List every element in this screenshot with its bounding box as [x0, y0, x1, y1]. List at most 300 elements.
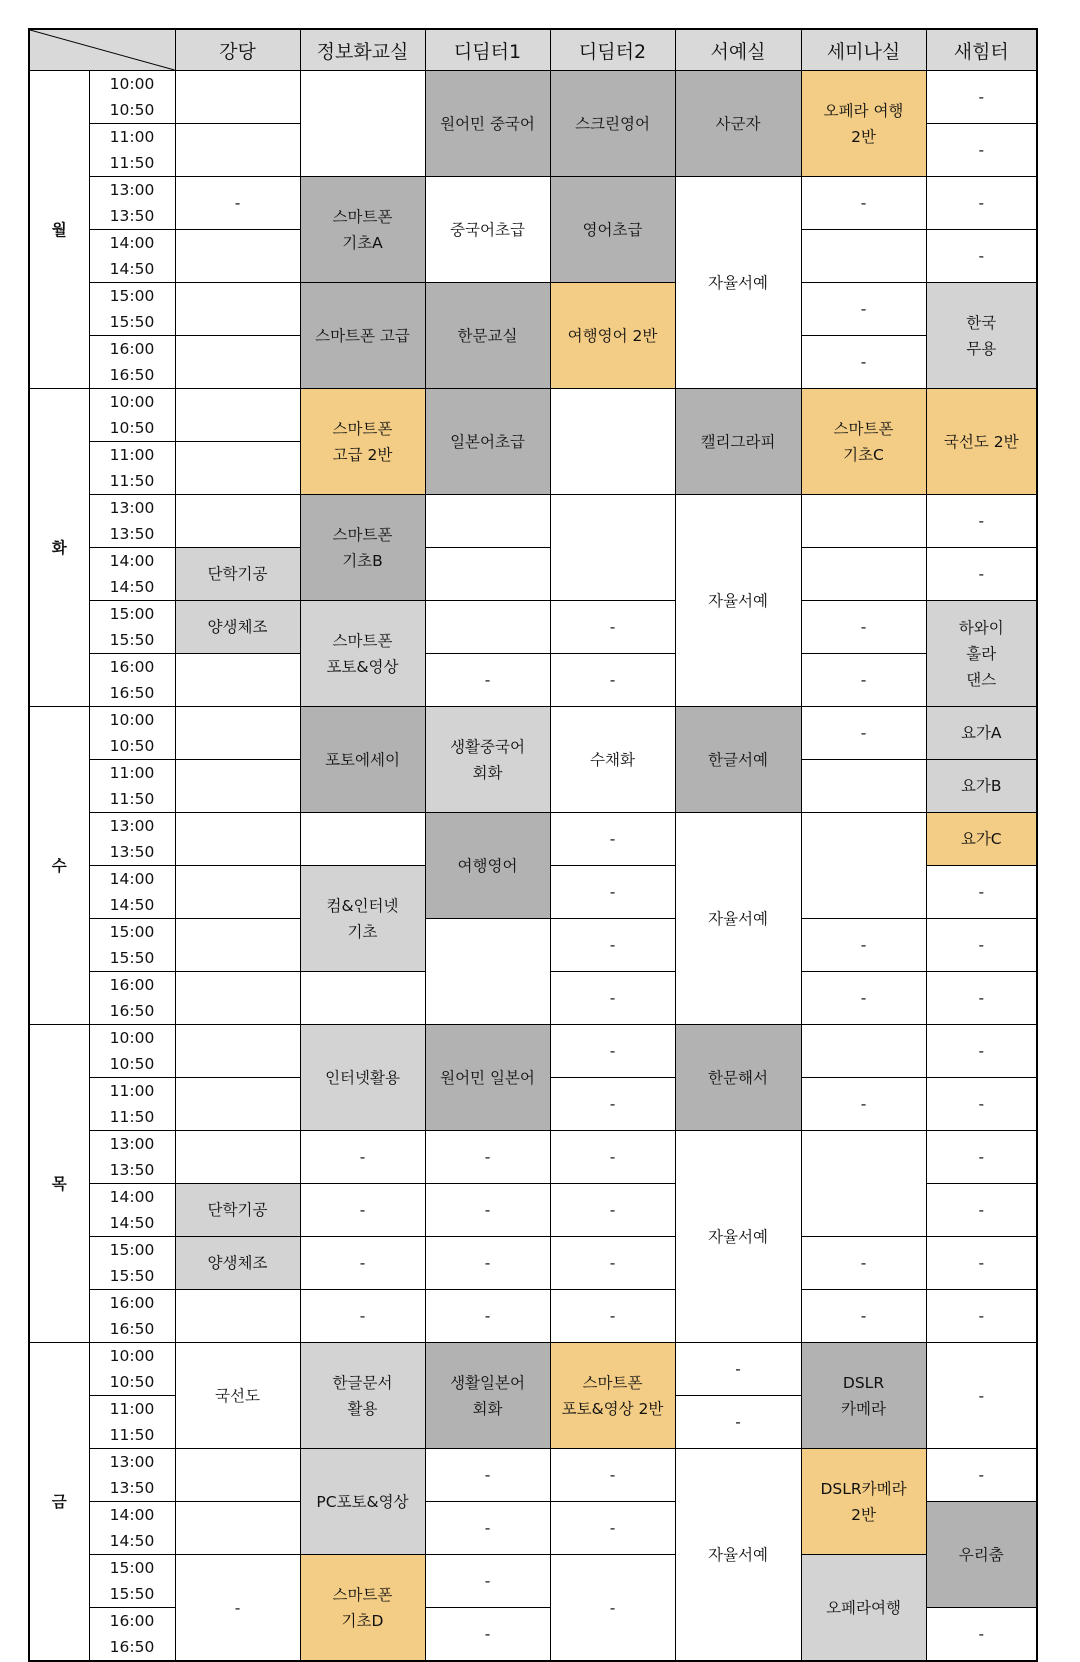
- class-cell: [300, 1290, 425, 1343]
- time-slot-row: [29, 1237, 1037, 1290]
- class-name: -: [484, 1148, 491, 1166]
- class-cell: [300, 283, 425, 389]
- empty-cell: [175, 230, 300, 283]
- time-end: 16:50: [109, 1320, 155, 1338]
- class-name: -: [609, 1466, 616, 1484]
- class-cell: [926, 1078, 1037, 1131]
- time-start: 14:00: [109, 870, 155, 888]
- time-start: 11:00: [109, 128, 155, 146]
- class-cell: [550, 601, 675, 654]
- class-cell: [926, 548, 1037, 601]
- class-name: -: [978, 1625, 985, 1643]
- class-cell: [550, 1025, 675, 1078]
- class-name: 하와이 훌라 댄스: [958, 618, 1004, 689]
- class-cell: [675, 1131, 801, 1343]
- empty-cell: [801, 495, 926, 548]
- class-cell: [926, 1025, 1037, 1078]
- empty-cell: [175, 813, 300, 866]
- time-start: 13:00: [109, 181, 155, 199]
- time-end: 11:50: [109, 1426, 155, 1444]
- class-cell: [175, 1184, 300, 1237]
- class-name: 요가B: [960, 777, 1002, 795]
- class-cell: [926, 813, 1037, 866]
- class-cell: [801, 1449, 926, 1555]
- time-slot-row: [29, 177, 1037, 230]
- time-cell: [89, 1184, 175, 1237]
- class-name: 자율서예: [708, 1227, 768, 1246]
- class-name: -: [234, 194, 241, 212]
- class-cell: [926, 919, 1037, 972]
- class-cell: [175, 548, 300, 601]
- class-cell: [801, 389, 926, 495]
- class-cell: [175, 177, 300, 230]
- class-name: -: [860, 353, 867, 371]
- class-name: -: [234, 1598, 241, 1617]
- class-name: 한문해서: [708, 1068, 768, 1087]
- class-cell: [675, 707, 801, 813]
- empty-cell: [175, 1025, 300, 1078]
- time-start: 14:00: [109, 234, 155, 252]
- class-name: 스마트폰 기초D: [332, 1585, 393, 1630]
- class-name: 오페라 여행 2반: [823, 101, 904, 146]
- class-cell: [425, 1608, 550, 1662]
- time-slot-row: [29, 71, 1037, 124]
- class-name: 단학기공: [207, 565, 268, 583]
- empty-cell: [175, 1449, 300, 1502]
- class-cell: [300, 1449, 425, 1555]
- time-end: 11:50: [109, 790, 155, 808]
- class-cell: [675, 813, 801, 1025]
- class-name: 여행영어 2반: [567, 326, 658, 345]
- time-cell: [89, 1131, 175, 1184]
- class-cell: [175, 1343, 300, 1449]
- time-start: 15:00: [109, 1241, 155, 1259]
- time-start: 11:00: [109, 764, 155, 782]
- class-name: 원어민 일본어: [440, 1068, 535, 1087]
- time-cell: [89, 813, 175, 866]
- class-cell: [175, 1237, 300, 1290]
- class-name: -: [609, 671, 616, 689]
- class-name: 우리춤: [958, 1545, 1004, 1564]
- class-name: 영어초급: [582, 220, 643, 239]
- time-end: 15:50: [109, 631, 155, 649]
- time-slot-row: [29, 283, 1037, 336]
- time-cell: [89, 1396, 175, 1449]
- class-name: 스마트폰 기초B: [332, 525, 393, 570]
- class-cell: [926, 1449, 1037, 1502]
- class-name: -: [860, 1095, 867, 1113]
- schedule-body: [29, 71, 1037, 1662]
- class-name: -: [978, 88, 985, 106]
- class-cell: [926, 760, 1037, 813]
- empty-cell: [175, 707, 300, 760]
- class-name: -: [609, 1042, 616, 1060]
- empty-cell: [175, 495, 300, 548]
- class-cell: [425, 1237, 550, 1290]
- class-name: PC포토&영상: [316, 1492, 409, 1511]
- empty-cell: [175, 71, 300, 124]
- time-start: 16:00: [109, 976, 155, 994]
- class-cell: [675, 1449, 801, 1662]
- class-name: -: [978, 565, 985, 583]
- room-header: 세미나실: [801, 29, 926, 71]
- time-cell: [89, 972, 175, 1025]
- class-name: 자율서예: [708, 591, 768, 610]
- class-name: -: [860, 989, 867, 1007]
- class-cell: [801, 601, 926, 654]
- class-cell: [926, 707, 1037, 760]
- class-cell: [550, 1184, 675, 1237]
- class-name: -: [609, 1201, 616, 1219]
- time-end: 10:50: [109, 101, 155, 119]
- time-start: 13:00: [109, 1135, 155, 1153]
- time-slot-row: [29, 1131, 1037, 1184]
- time-end: 14:50: [109, 1214, 155, 1232]
- class-cell: [550, 1078, 675, 1131]
- class-cell: [550, 1237, 675, 1290]
- time-slot-row: [29, 1555, 1037, 1608]
- empty-cell: [300, 71, 425, 177]
- empty-cell: [175, 389, 300, 442]
- class-name: -: [484, 1625, 491, 1643]
- class-name: -: [860, 194, 867, 212]
- class-name: -: [978, 1148, 985, 1166]
- class-name: -: [860, 300, 867, 318]
- class-name: -: [860, 724, 867, 742]
- class-cell: [425, 283, 550, 389]
- class-cell: [300, 1131, 425, 1184]
- empty-cell: [550, 389, 675, 495]
- time-start: 16:00: [109, 1294, 155, 1312]
- class-cell: [175, 601, 300, 654]
- class-cell: [300, 389, 425, 495]
- time-start: 10:00: [109, 1347, 155, 1365]
- class-name: -: [978, 141, 985, 159]
- time-cell: [89, 389, 175, 442]
- class-cell: [926, 283, 1037, 389]
- empty-cell: [425, 495, 550, 548]
- class-name: 스마트폰 포토&영상 2반: [561, 1373, 664, 1418]
- time-cell: [89, 654, 175, 707]
- class-cell: [550, 1343, 675, 1449]
- class-cell: [675, 1343, 801, 1396]
- class-name: -: [484, 1307, 491, 1325]
- class-name: 한국 무용: [966, 313, 997, 358]
- class-cell: [675, 1025, 801, 1131]
- room-header: 정보화교실: [300, 29, 425, 71]
- time-slot-row: [29, 1343, 1037, 1396]
- time-cell: [89, 124, 175, 177]
- class-cell: [926, 389, 1037, 495]
- empty-cell: [175, 866, 300, 919]
- class-cell: [425, 654, 550, 707]
- time-slot-row: [29, 1449, 1037, 1502]
- class-cell: [801, 1555, 926, 1662]
- class-name: -: [609, 883, 616, 901]
- time-end: 15:50: [109, 949, 155, 967]
- day-label: 화: [29, 389, 89, 707]
- time-end: 16:50: [109, 684, 155, 702]
- class-cell: [926, 1131, 1037, 1184]
- class-cell: [550, 71, 675, 177]
- class-name: -: [609, 1519, 616, 1537]
- class-cell: [550, 972, 675, 1025]
- class-cell: [425, 71, 550, 177]
- class-name: 단학기공: [207, 1201, 268, 1219]
- class-name: -: [484, 1201, 491, 1219]
- class-name: -: [484, 1519, 491, 1537]
- time-start: 10:00: [109, 1029, 155, 1047]
- class-cell: [550, 866, 675, 919]
- time-cell: [89, 1290, 175, 1343]
- class-name: -: [978, 936, 985, 954]
- class-name: 요가C: [960, 830, 1002, 848]
- class-name: -: [860, 1254, 867, 1272]
- empty-cell: [300, 972, 425, 1025]
- class-name: -: [978, 883, 985, 901]
- time-start: 15:00: [109, 605, 155, 623]
- class-name: 포토에세이: [325, 750, 400, 769]
- class-cell: [425, 1184, 550, 1237]
- time-cell: [89, 760, 175, 813]
- class-cell: [926, 1343, 1037, 1449]
- class-name: 한글문서 활용: [332, 1373, 393, 1418]
- empty-cell: [175, 1290, 300, 1343]
- class-cell: [675, 389, 801, 495]
- class-cell: [801, 336, 926, 389]
- empty-cell: [801, 548, 926, 601]
- class-name: 양생체조: [207, 618, 268, 636]
- empty-cell: [801, 1025, 926, 1078]
- time-end: 16:50: [109, 366, 155, 384]
- class-name: 스마트폰 기초A: [332, 207, 393, 252]
- time-end: 11:50: [109, 1108, 155, 1126]
- empty-cell: [175, 336, 300, 389]
- time-end: 13:50: [109, 1161, 155, 1179]
- class-cell: [926, 71, 1037, 124]
- time-end: 14:50: [109, 1532, 155, 1550]
- time-slot-row: [29, 495, 1037, 548]
- time-start: 10:00: [109, 75, 155, 93]
- empty-cell: [175, 1502, 300, 1555]
- class-name: 한문교실: [457, 326, 518, 345]
- class-name: -: [359, 1307, 366, 1325]
- class-cell: [926, 124, 1037, 177]
- class-cell: [550, 1449, 675, 1502]
- class-name: 스마트폰 기초C: [833, 419, 894, 464]
- class-name: 자율서예: [708, 1545, 768, 1564]
- class-name: -: [978, 512, 985, 530]
- time-end: 16:50: [109, 1002, 155, 1020]
- time-start: 15:00: [109, 1559, 155, 1577]
- class-name: -: [609, 618, 616, 636]
- class-cell: [801, 1237, 926, 1290]
- empty-cell: [425, 548, 550, 601]
- class-cell: [425, 389, 550, 495]
- empty-cell: [300, 813, 425, 866]
- empty-cell: [801, 1131, 926, 1237]
- time-start: 16:00: [109, 658, 155, 676]
- room-header: 디딤터2: [550, 29, 675, 71]
- class-cell: [675, 71, 801, 177]
- time-start: 13:00: [109, 817, 155, 835]
- class-cell: [425, 1343, 550, 1449]
- room-header: 서예실: [675, 29, 801, 71]
- class-name: 오페라여행: [826, 1598, 901, 1617]
- class-name: 생활일본어 회화: [450, 1373, 525, 1418]
- class-cell: [425, 1449, 550, 1502]
- time-start: 14:00: [109, 1188, 155, 1206]
- class-cell: [550, 654, 675, 707]
- room-header: 디딤터1: [425, 29, 550, 71]
- time-start: 13:00: [109, 499, 155, 517]
- class-name: -: [860, 671, 867, 689]
- class-name: 컴&인터넷 기초: [326, 896, 399, 941]
- time-slot-row: [29, 707, 1037, 760]
- class-name: 한글서예: [708, 750, 768, 769]
- time-end: 14:50: [109, 260, 155, 278]
- time-cell: [89, 230, 175, 283]
- time-cell: [89, 1608, 175, 1662]
- class-name: 국선도: [215, 1386, 260, 1405]
- class-cell: [926, 1184, 1037, 1237]
- time-end: 10:50: [109, 737, 155, 755]
- class-name: 스마트폰 고급 2반: [332, 419, 393, 464]
- class-cell: [801, 919, 926, 972]
- class-name: 자율서예: [708, 909, 768, 928]
- time-end: 13:50: [109, 843, 155, 861]
- class-name: 스마트폰 고급: [315, 326, 410, 345]
- empty-cell: [175, 124, 300, 177]
- time-start: 11:00: [109, 1082, 155, 1100]
- day-label: 금: [29, 1343, 89, 1662]
- class-name: -: [860, 618, 867, 636]
- time-start: 14:00: [109, 1506, 155, 1524]
- class-cell: [550, 919, 675, 972]
- class-cell: [550, 283, 675, 389]
- class-name: 수채화: [590, 750, 635, 769]
- class-name: 사군자: [715, 114, 761, 133]
- time-slot-row: [29, 919, 1037, 972]
- time-start: 14:00: [109, 552, 155, 570]
- class-cell: [300, 707, 425, 813]
- time-end: 10:50: [109, 1055, 155, 1073]
- time-cell: [89, 1078, 175, 1131]
- time-end: 10:50: [109, 1373, 155, 1391]
- class-name: -: [609, 1095, 616, 1113]
- time-cell: [89, 1555, 175, 1608]
- class-cell: [550, 1131, 675, 1184]
- time-cell: [89, 1025, 175, 1078]
- class-cell: [425, 1555, 550, 1608]
- class-cell: [801, 707, 926, 760]
- class-cell: [425, 707, 550, 813]
- class-name: -: [609, 989, 616, 1007]
- time-end: 13:50: [109, 1479, 155, 1497]
- class-name: -: [860, 1307, 867, 1325]
- class-name: -: [978, 1042, 985, 1060]
- time-end: 15:50: [109, 1585, 155, 1603]
- class-cell: [675, 177, 801, 389]
- time-cell: [89, 707, 175, 760]
- class-cell: [300, 601, 425, 707]
- time-cell: [89, 177, 175, 230]
- empty-cell: [175, 972, 300, 1025]
- class-cell: [926, 177, 1037, 230]
- class-name: -: [609, 936, 616, 954]
- time-cell: [89, 71, 175, 124]
- time-end: 11:50: [109, 154, 155, 172]
- class-name: -: [978, 1307, 985, 1325]
- empty-cell: [801, 230, 926, 283]
- time-cell: [89, 919, 175, 972]
- time-start: 11:00: [109, 1400, 155, 1418]
- time-start: 15:00: [109, 287, 155, 305]
- class-cell: [300, 495, 425, 601]
- class-cell: [550, 177, 675, 283]
- time-end: 14:50: [109, 578, 155, 596]
- class-cell: [175, 1555, 300, 1662]
- class-cell: [801, 972, 926, 1025]
- class-name: 여행영어: [457, 856, 518, 875]
- class-name: 스크린영어: [575, 114, 650, 133]
- time-cell: [89, 495, 175, 548]
- class-name: DSLR카메라 2반: [820, 1479, 907, 1524]
- class-cell: [801, 1343, 926, 1449]
- class-cell: [801, 283, 926, 336]
- time-start: 10:00: [109, 393, 155, 411]
- class-cell: [675, 1396, 801, 1449]
- time-start: 10:00: [109, 711, 155, 729]
- class-cell: [926, 1608, 1037, 1662]
- class-cell: [425, 1131, 550, 1184]
- class-name: 원어민 중국어: [440, 114, 535, 133]
- time-cell: [89, 866, 175, 919]
- class-cell: [550, 707, 675, 813]
- class-name: 국선도 2반: [943, 432, 1019, 451]
- class-name: -: [484, 1466, 491, 1484]
- time-slot-row: [29, 389, 1037, 442]
- empty-cell: [550, 495, 675, 601]
- class-cell: [425, 1290, 550, 1343]
- class-name: -: [978, 194, 985, 212]
- class-name: -: [735, 1360, 741, 1378]
- class-cell: [425, 1502, 550, 1555]
- class-name: 요가A: [960, 724, 1002, 742]
- class-cell: [801, 71, 926, 177]
- empty-cell: [425, 601, 550, 654]
- header-row: [29, 29, 1037, 71]
- time-start: 16:00: [109, 340, 155, 358]
- class-name: -: [484, 1254, 491, 1272]
- empty-cell: [425, 919, 550, 1025]
- time-cell: [89, 442, 175, 495]
- time-end: 11:50: [109, 472, 155, 490]
- time-slot-row: [29, 654, 1037, 707]
- time-cell: [89, 1237, 175, 1290]
- empty-cell: [175, 442, 300, 495]
- class-cell: [926, 972, 1037, 1025]
- time-slot-row: [29, 813, 1037, 866]
- class-name: 생활중국어 회화: [450, 737, 525, 782]
- class-cell: [801, 177, 926, 230]
- time-cell: [89, 336, 175, 389]
- class-cell: [926, 1290, 1037, 1343]
- class-name: -: [978, 1201, 985, 1219]
- class-name: -: [978, 1466, 985, 1484]
- class-cell: [300, 1237, 425, 1290]
- time-start: 15:00: [109, 923, 155, 941]
